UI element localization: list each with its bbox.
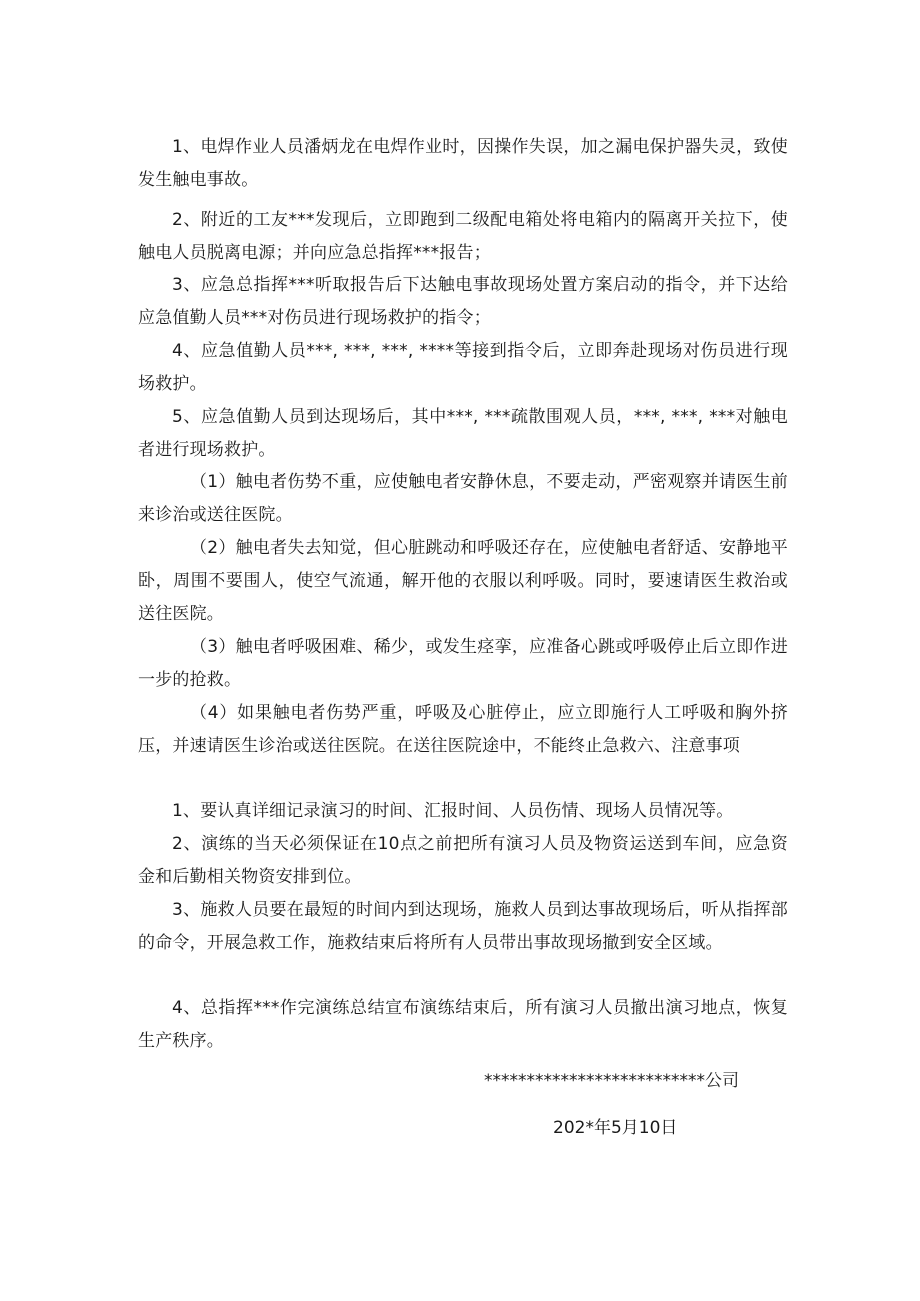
paragraph-3: 3、应急总指挥***听取报告后下达触电事故现场处置方案启动的指令，并下达给应急值勤人员***对伤员进行现场救护的指令； [138,275,788,328]
sub-item-2: （2）触电者失去知觉，但心脏跳动和呼吸还存在，应使触电者舒适、安静地平卧，周围不要围人，使空气流通，解开他的衣服以利呼吸。同时，要速请医生救治或送往医院。 [138,538,788,624]
paragraph-4: 4、应急值勤人员***, ***, ***, ****等接到指令后，立即奔赴现场对伤员进行现场救护。 [138,341,788,394]
sub-item-1: （1）触电者伤势不重，应使触电者安静休息，不要走动，严密观察并请医生前来诊治或送往医院。 [138,472,788,525]
document-date: 202*年5月10日 [553,1118,678,1138]
notice-item-2: 2、演练的当天必须保证在10点之前把所有演习人员及物资运送到车间，应急资金和后勤相关物资安排到位。 [138,834,788,887]
sub-item-3: （3）触电者呼吸困难、稀少，或发生痉挛，应准备心跳或呼吸停止后立即作进一步的抢救。 [138,637,788,690]
paragraph-1: 1、电焊作业人员潘炳龙在电焊作业时，因操作失误，加之漏电保护器失灵，致使发生触电事故。 [138,137,788,190]
company-signature: **************************公司 [484,1071,739,1091]
notice-item-1: 1、要认真详细记录演习的时间、汇报时间、人员伤情、现场人员情况等。 [172,801,734,821]
notice-item-4: 4、总指挥***作完演练总结宣布演练结束后，所有演习人员撤出演习地点，恢复生产秩序。 [138,998,788,1051]
notice-item-3: 3、施救人员要在最短的时间内到达现场，施救人员到达事故现场后，听从指挥部的命令，开展急救工作，施救结束后将所有人员带出事故现场撤到安全区域。 [138,900,788,953]
paragraph-2: 2、附近的工友***发现后，立即跑到二级配电箱处将电箱内的隔离开关拉下，使触电人员脱离电源；并向应急总指挥***报告； [138,210,788,263]
sub-item-4: （4）如果触电者伤势严重，呼吸及心脏停止，应立即施行人工呼吸和胸外挤压，并速请医生诊治或送往医院。在送往医院途中，不能终止急救六、注意事项 [138,703,788,756]
paragraph-5: 5、应急值勤人员到达现场后，其中***, ***疏散围观人员，***, ***, ***对触电者进行现场救护。 [138,407,788,460]
